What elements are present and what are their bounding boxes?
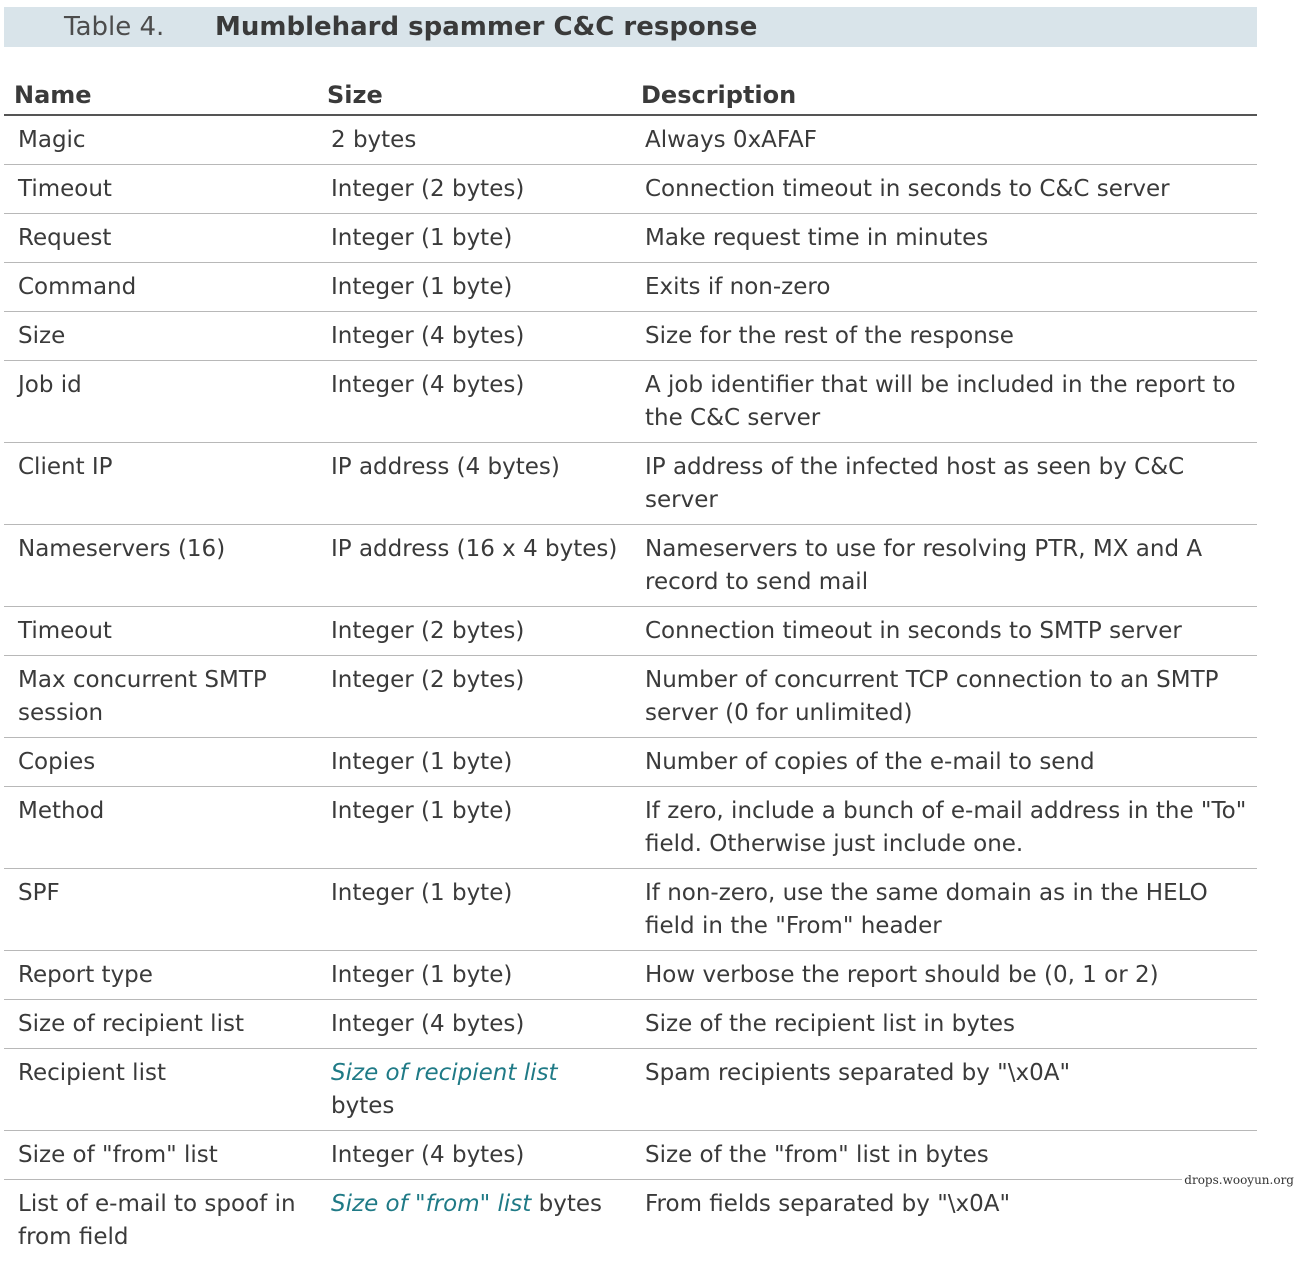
table-row [4, 1131, 1257, 1180]
field-size: Integer (1 byte) [317, 951, 631, 1000]
field-size: Integer (2 bytes) [317, 607, 631, 656]
field-size: Integer (1 byte) [317, 214, 631, 263]
field-size-suffix: bytes [531, 1191, 602, 1217]
field-description: Size of the "from" list in bytes [631, 1131, 1257, 1180]
table-row [4, 951, 1257, 1000]
table-row [4, 214, 1257, 263]
field-name: SPF [4, 869, 317, 951]
table-row [4, 869, 1257, 951]
table-row [4, 656, 1257, 738]
field-size [317, 1049, 631, 1131]
table-row [4, 738, 1257, 787]
field-size: Integer (4 bytes) [317, 1000, 631, 1049]
field-description: Exits if non-zero [631, 263, 1257, 312]
field-size: Integer (4 bytes) [317, 1131, 631, 1180]
field-description: Connection timeout in seconds to C&C server [631, 165, 1257, 214]
table-row [4, 1000, 1257, 1049]
field-size: Integer (1 byte) [317, 869, 631, 951]
field-name: Max concurrent SMTP session [4, 656, 317, 738]
field-name: Job id [4, 361, 317, 443]
field-description: Connection timeout in seconds to SMTP server [631, 607, 1257, 656]
field-description: A job identifier that will be included in the report to the C&C server [631, 361, 1257, 443]
field-name: Magic [4, 115, 317, 165]
table-caption [4, 7, 1257, 47]
field-size: Integer (1 byte) [317, 787, 631, 869]
field-size: Integer (2 bytes) [317, 656, 631, 738]
field-description: Number of copies of the e-mail to send [631, 738, 1257, 787]
field-size-reference: Size of "from" list [331, 1191, 531, 1217]
table-row [4, 787, 1257, 869]
field-size: Integer (4 bytes) [317, 312, 631, 361]
table-row [4, 607, 1257, 656]
field-name: Timeout [4, 607, 317, 656]
field-size: IP address (16 x 4 bytes) [317, 525, 631, 607]
field-description: If non-zero, use the same domain as in the HELO field in the "From" header [631, 869, 1257, 951]
table-header-row [4, 76, 1257, 115]
table-row [4, 361, 1257, 443]
field-description: From fields separated by "\x0A" [631, 1180, 1257, 1261]
watermark: drops.wooyun.org [1182, 1172, 1296, 1188]
field-description: Spam recipients separated by "\x0A" [631, 1049, 1257, 1131]
field-name: List of e-mail to spoof in from field [4, 1180, 317, 1261]
field-name: Copies [4, 738, 317, 787]
field-name: Nameservers (16) [4, 525, 317, 607]
field-name: Client IP [4, 443, 317, 525]
field-size: Integer (1 byte) [317, 738, 631, 787]
field-size: 2 bytes [317, 115, 631, 165]
field-size-reference: Size of recipient list [331, 1060, 557, 1086]
field-name: Command [4, 263, 317, 312]
field-name: Request [4, 214, 317, 263]
field-name: Size of recipient list [4, 1000, 317, 1049]
table-row [4, 525, 1257, 607]
field-description: Make request time in minutes [631, 214, 1257, 263]
field-size: Integer (1 byte) [317, 263, 631, 312]
table-row [4, 165, 1257, 214]
field-description: Always 0xAFAF [631, 115, 1257, 165]
column-header-size: Size [317, 76, 631, 115]
table-row [4, 115, 1257, 165]
field-description: Size for the rest of the response [631, 312, 1257, 361]
column-header-description: Description [631, 76, 1257, 115]
table-row [4, 263, 1257, 312]
field-name: Method [4, 787, 317, 869]
response-format-table [4, 76, 1257, 1261]
table-row [4, 312, 1257, 361]
field-name: Report type [4, 951, 317, 1000]
field-name: Size [4, 312, 317, 361]
field-size: IP address (4 bytes) [317, 443, 631, 525]
field-name: Timeout [4, 165, 317, 214]
field-size: Integer (2 bytes) [317, 165, 631, 214]
field-description: If zero, include a bunch of e-mail address in the "To" field. Otherwise just include one. [631, 787, 1257, 869]
field-size-suffix: bytes [331, 1093, 394, 1119]
field-description: Number of concurrent TCP connection to an SMTP server (0 for unlimited) [631, 656, 1257, 738]
field-size: Integer (4 bytes) [317, 361, 631, 443]
table-title: Mumblehard spammer C&C response [215, 11, 757, 43]
table-number: Table 4. [64, 11, 164, 43]
field-description: Nameservers to use for resolving PTR, MX and A record to send mail [631, 525, 1257, 607]
field-name: Size of "from" list [4, 1131, 317, 1180]
field-name: Recipient list [4, 1049, 317, 1131]
table-row [4, 1049, 1257, 1131]
column-header-name: Name [4, 76, 317, 115]
field-description: How verbose the report should be (0, 1 or 2) [631, 951, 1257, 1000]
field-description: IP address of the infected host as seen by C&C server [631, 443, 1257, 525]
table-row [4, 443, 1257, 525]
field-description: Size of the recipient list in bytes [631, 1000, 1257, 1049]
